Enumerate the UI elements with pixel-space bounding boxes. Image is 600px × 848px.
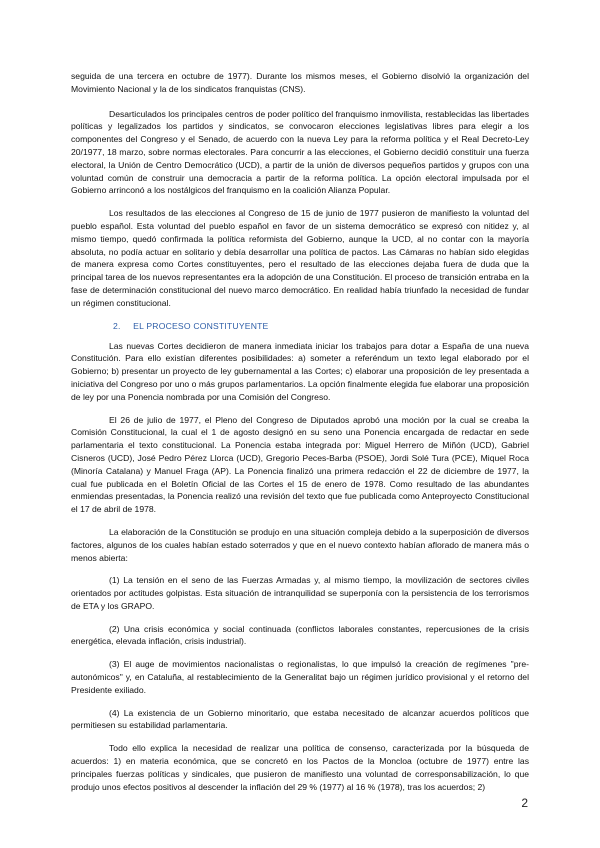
paragraph-results: Los resultados de las elecciones al Congreso de 15 de junio de 1977 pusieron de manifiesto la voluntad del pueblo español. Esta voluntad del pueblo español en favor de un sistema democrático se expresó con nitidez y, al mismo tiempo, quedó confirmada la política reformista del Gobierno, aunque la UCD, al no contar con la mayoría absoluta, no podía actuar en solitario y debía desarrollar una política de pactos. Las Cámaras no habían sido elegidas de manera expresa como Cortes constituyentes, pero el resultado de las elecciones dejaba fuera de duda que la principal tarea de los nuevos representantes era la adopción de una Constitución. El proceso de transición entraba en la fase de determinación constitucional del nuevo marco democrático. En realidad había triunfado la necesidad de fundar un régimen constitucional.	[71, 208, 529, 308]
list-item-3: (3) El auge de movimientos nacionalistas o regionalistas, lo que impulsó la creación de regímenes "pre-autonómicos" y, en Cataluña, al restablecimiento de la Generalitat bajo un régimen jurídico provisional y el retorno del Presidente exiliado.	[71, 659, 529, 695]
list-item-1: (1) La tensión en el seno de las Fuerzas Armadas y, al mismo tiempo, la movilización de sectores civiles orientados por actitudes golpistas. Esta situación de intranquilidad se superponía con la persistencia de los terrorismos de ETA y los GRAPO.	[71, 575, 529, 611]
paragraph-context: La elaboración de la Constitución se produjo en una situación compleja debido a la superposición de diversos factores, algunos de los cuales habían estado soterrados y que en el nuevo contexto habían aflorado de manera más o menos abierta:	[71, 526, 529, 563]
section-title: EL PROCESO CONSTITUYENTE	[133, 320, 269, 331]
section-heading	[71, 320, 529, 332]
list-item-2: (2) Una crisis económica y social continuada (conflictos laborales constantes, repercusiones de la crisis energética, elevada inflación, crisis industrial).	[71, 623, 529, 647]
list-item-4: (4) La existencia de un Gobierno minoritario, que estaba necesitado de alcanzar acuerdos políticos que permitiesen su estabilidad parlamentaria.	[71, 707, 529, 731]
paragraph-new-cortes: Las nuevas Cortes decidieron de manera inmediata iniciar los trabajos para dotar a España de una nueva Constitución. Para ello existían diferentes posibilidades: a) someter a referéndum un texto legal elaborado por el Gobierno; b) presentar un proyecto de ley gubernamental a las Cortes; c) elaborar una proposición de ley presentada a iniciativa del Congreso por uno o más grupos parlamentarios. La opción finalmente elegida fue elaborar una proposición de ley por una Ponencia nombrada por una Comisión del Congreso.	[71, 340, 529, 402]
paragraph-continuation: seguida de una tercera en octubre de 1977). Durante los mismos meses, el Gobierno disolvió la organización del Movimiento Nacional y la de los sindicatos franquistas (CNS).	[71, 71, 529, 94]
paragraph-consensus: Todo ello explica la necesidad de realizar una política de consenso, caracterizada por la búsqueda de acuerdos: 1) en materia económica, que se concretó en los Pactos de la Moncloa (octubre de 1977) entre las principales fuerzas políticas y sindicales, que pusieron de manifiesto una voluntad de corresponsabilización, lo que produjo unos efectos positivos al descender la inflación del 29 % (1977) al 16 % (1978), tras los acuerdos; 2)	[71, 743, 529, 792]
document-page	[71, 70, 529, 803]
paragraph-elections: Desarticulados los principales centros de poder político del franquismo inmovilista, restablecidas las libertades políticas y legalizados los partidos y sindicatos, se convocaron elecciones legislativas libres para elegir a los componentes del Congreso y el Senado, de acuerdo con la nueva Ley para la reforma política y el Real Decreto-Ley 20/1977, 18 marzo, sobre normas electorales. Para concurrir a las elecciones, el Gobierno decidió constituir una fuerza electoral, la Unión de Centro Democrático (UCD), a partir de la unión de diversos pequeños partidos y grupos con una voluntad común de construir una democracia a partir de la reforma política. La opción electoral impulsada por el Gobierno arrinconó a los nostálgicos del franquismo en la coalición Alianza Popular.	[71, 108, 529, 196]
section-number: 2.	[113, 320, 121, 331]
page-number: 2	[521, 796, 528, 810]
paragraph-ponencia: El 26 de julio de 1977, el Pleno del Congreso de Diputados aprobó una moción por la cual se creaba la Comisión Constitucional, la cual el 1 de agosto designó en su seno una Ponencia encargada de redactar en sede parlamentaria el texto constitucional. La Ponencia estaba integrada por: Miguel Herrero de Miñón (UCD), Gabriel Cisneros (UCD), José Pedro Pérez Llorca (UCD), Gregorio Peces-Barba (PSOE), Jordi Solé Tura (PCE), Miquel Roca (Minoría Catalana) y Manuel Fraga (AP). La Ponencia finalizó una primera redacción el 22 de diciembre de 1977, la cual fue publicada en el Boletín Oficial de las Cortes el 15 de enero de 1978. Como resultado de las abundantes enmiendas presentadas, la Ponencia realizó una revisión del texto que fue publicada como Anteproyecto Constitucional el 17 de abril de 1978.	[71, 414, 529, 515]
